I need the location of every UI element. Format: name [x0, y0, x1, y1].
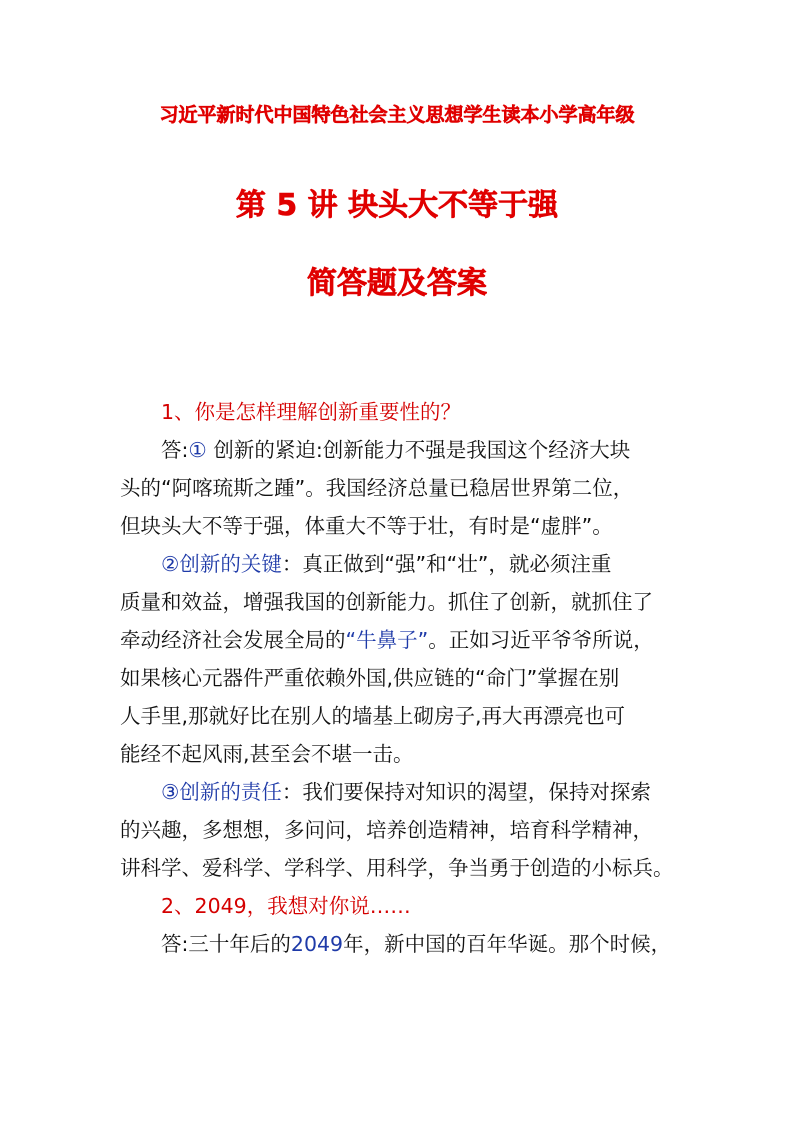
- item-marker: ①: [188, 438, 207, 462]
- answer-1-line-1: [120, 431, 680, 469]
- answer-4-line-1: [120, 925, 680, 963]
- answer-2-line-4: 如果核心元器件严重依赖外国,供应链的“命门”掌握在别: [120, 666, 620, 690]
- answer-1-line-3: 但块头大不等于强，体重大不等于壮，有时是“虚胖”。: [120, 514, 613, 538]
- answer-text: ：真正做到“强”和“壮”，就必须注重: [281, 552, 612, 576]
- answer-1-line-2: 头的“阿喀琉斯之踵”。我国经济总量已稳居世界第二位，: [120, 476, 634, 500]
- quoted-term: “牛鼻子”: [345, 628, 429, 652]
- question-2: 2、2049，我想对你说……: [161, 894, 411, 918]
- answer-text: 答:三十年后的: [161, 932, 291, 956]
- answer-text: 。正如习近平爷爷所说，: [428, 628, 654, 652]
- series-title: 习近平新时代中国特色社会主义思想学生读本小学高年级: [159, 104, 635, 126]
- answer-2-line-2: 质量和效益，增强我国的创新能力。抓住了创新，就抓住了: [120, 590, 653, 614]
- answer-2-line-3: [120, 621, 680, 659]
- point-heading: ②创新的关键: [161, 552, 282, 576]
- answer-3-line-3: 讲科学、爱科学、学科学、用科学，争当勇于创造的小标兵。: [120, 856, 674, 880]
- section-title: 简答题及答案: [307, 266, 487, 301]
- answer-2-line-5: 人手里,那就好比在别人的墙基上砌房子,再大再漂亮也可: [120, 704, 626, 728]
- year-value: 2049: [290, 932, 344, 956]
- answer-2-line-6: 能经不起风雨,甚至会不堪一击。: [120, 742, 414, 766]
- point-heading: ③创新的责任: [161, 780, 282, 804]
- answer-text: 牵动经济社会发展全局的: [120, 628, 346, 652]
- question-1: 1、你是怎样理解创新重要性的？: [161, 400, 462, 424]
- answer-3-line-1: [120, 773, 680, 811]
- answer-3-line-2: 的兴趣，多想想，多问问，培养创造精神，培育科学精神，: [120, 818, 653, 842]
- answer-text: 年，新中国的百年华诞。那个时候，: [343, 932, 672, 956]
- answer-prefix: 答:: [161, 438, 189, 462]
- answer-text: ：我们要保持对知识的渴望，保持对探索: [281, 780, 651, 804]
- qa-body: [120, 393, 680, 963]
- lecture-title: 第 5 讲 块头大不等于强: [235, 188, 559, 223]
- answer-2-line-1: [120, 545, 680, 583]
- answer-text: 创新的紧迫:创新能力不强是我国这个经济大块: [206, 438, 631, 462]
